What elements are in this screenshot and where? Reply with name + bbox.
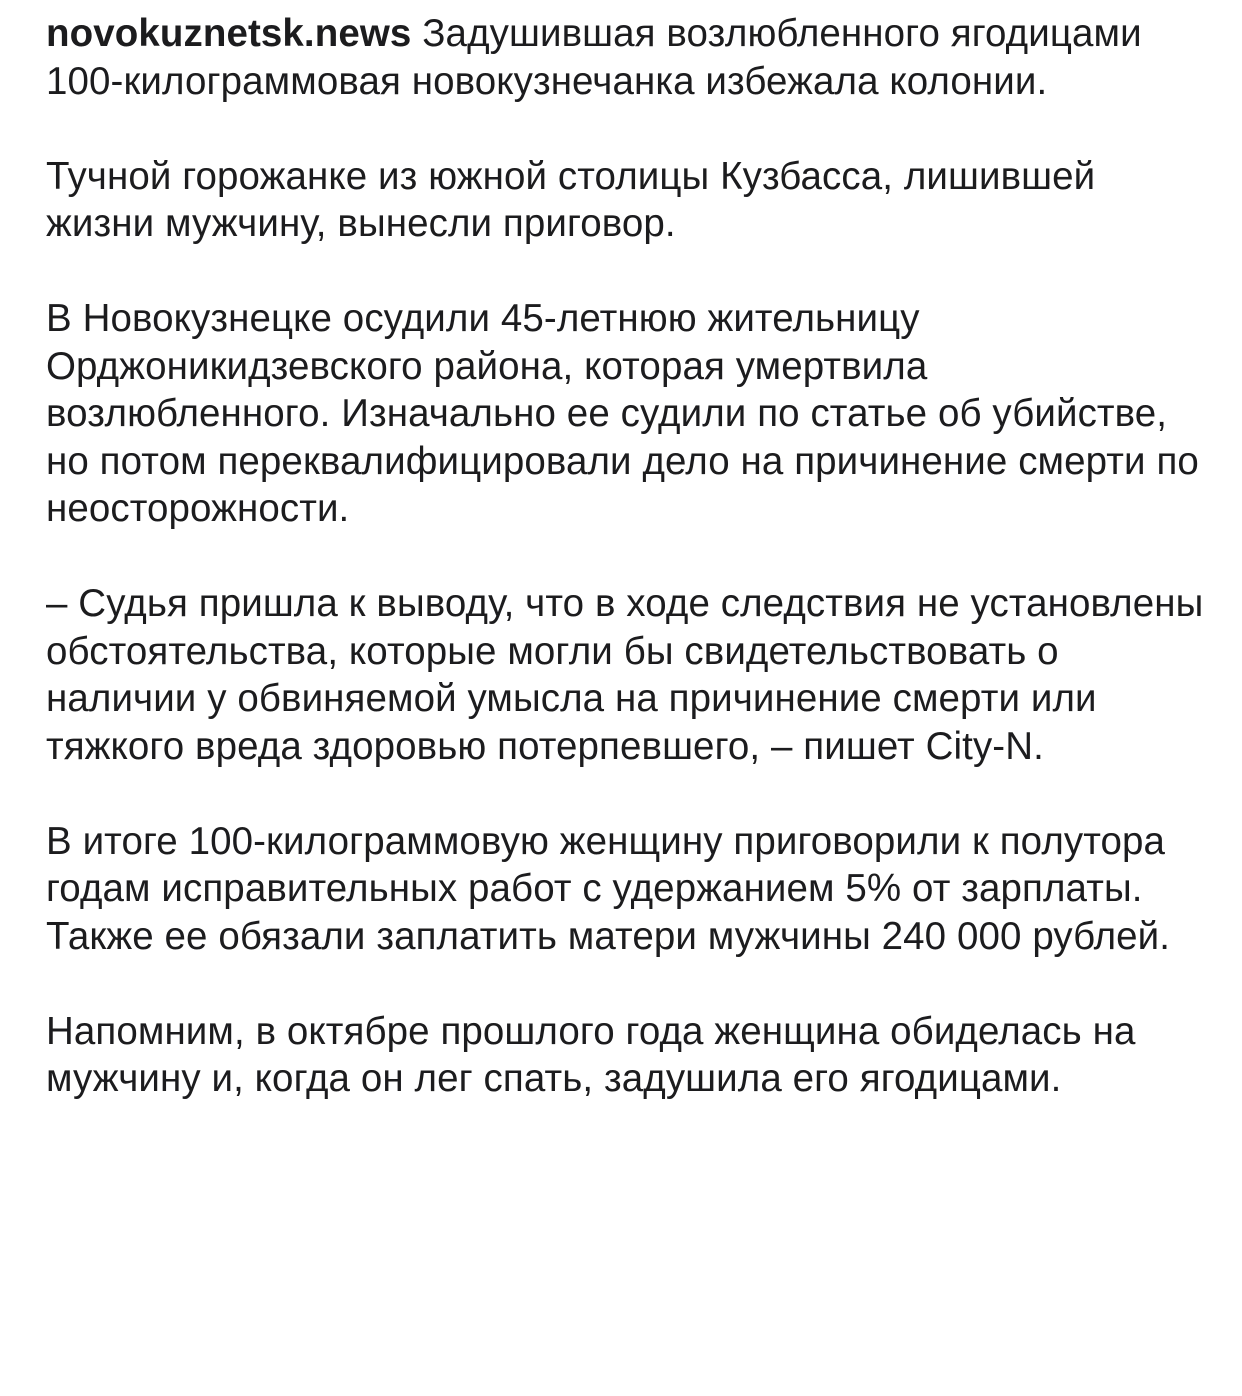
post-username-link[interactable]: novokuznetsk.news <box>46 12 412 55</box>
caption-paragraph-4: В итоге 100-килограммовую женщину приговорили к полутора годам исправительных работ с удержанием 5% от зарплаты. Также ее обязали заплатить матери мужчины 240 000 рублей. <box>46 819 1171 958</box>
caption-paragraph-2: В Новокузнецке осудили 45-летнюю жительницу Орджоникидзевского района, которая умертвила возлюбленного. Изначально ее судили по статье об убийстве, но потом переквалифицировали дело на причинение смерти по неосторожности. <box>46 297 1199 530</box>
caption-paragraph-5: Напомним, в октябре прошлого года женщина обиделась на мужчину и, когда он лег спать, задушила его ягодицами. <box>46 1009 1136 1100</box>
caption-paragraph-1: Тучной горожанке из южной столицы Кузбасса, лишившей жизни мужчину, вынесли приговор. <box>46 154 1096 245</box>
post-caption <box>46 10 1206 1103</box>
caption-paragraph-3: – Судья пришла к выводу, что в ходе следствия не установлены обстоятельства, которые могли бы свидетельствовать о наличии у обвиняемой умысла на причинение смерти или тяжкого вреда здоровью потерпевшего, – пишет City-N. <box>46 582 1204 768</box>
caption-headline-paragraph <box>46 10 1206 105</box>
caption-headline: Задушившая возлюбленного ягодицами 100-килограммовая новокузнечанка избежала колонии. <box>46 12 1142 103</box>
